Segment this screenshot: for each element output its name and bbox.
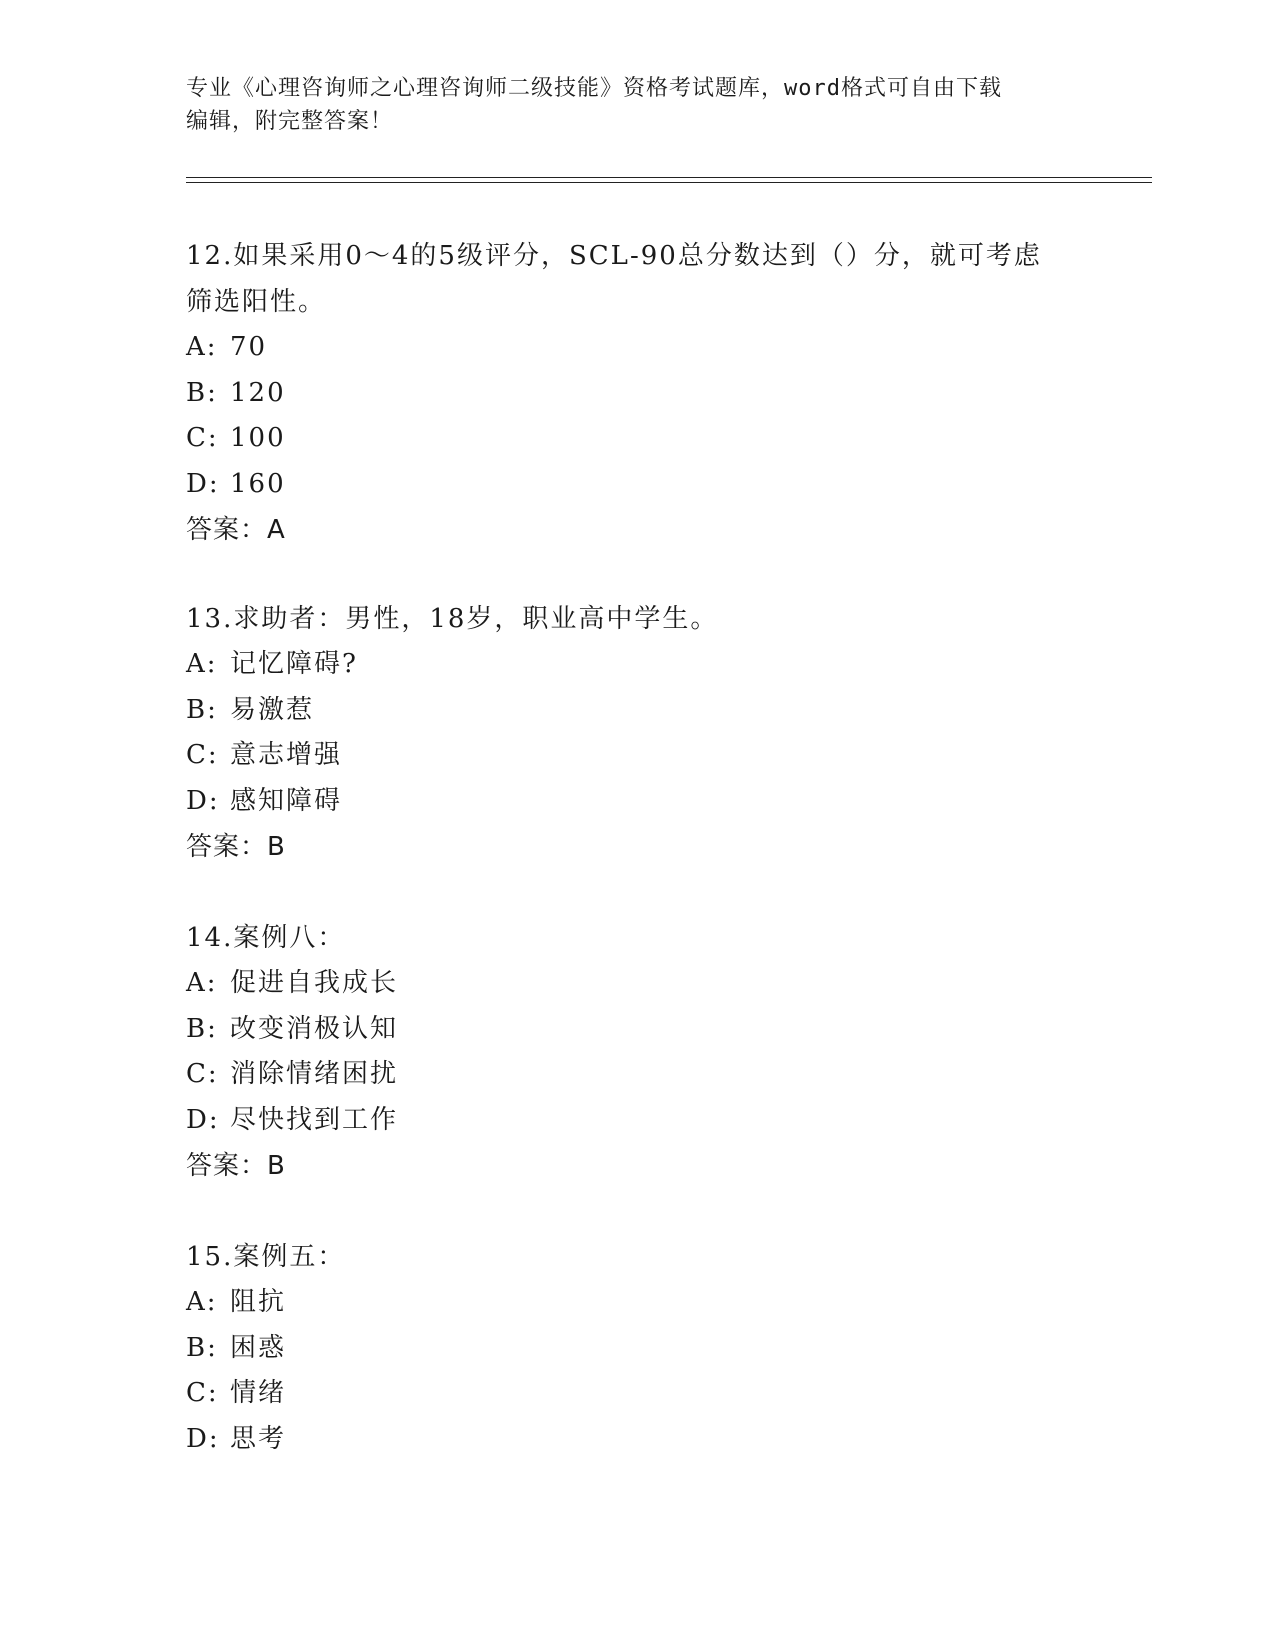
option-text: 改变消极认知 <box>230 1013 399 1044</box>
document-header <box>186 72 1066 138</box>
option-text: 消除情绪困扰 <box>230 1059 399 1089</box>
question-15 <box>186 1234 1086 1462</box>
question-12 <box>186 233 1086 553</box>
option-letter: B: <box>186 1013 218 1044</box>
option-text: 120 <box>230 377 286 408</box>
option-text: 情绪 <box>230 1378 287 1408</box>
question-title: 15.案例五： <box>186 1242 346 1272</box>
header-divider-top <box>186 177 1152 178</box>
option-b <box>186 1326 1086 1372</box>
header-line-1: 专业《心理咨询师之心理咨询师二级技能》资格考试题库，word格式可自由下载 <box>186 76 1002 101</box>
option-text: 促进自我成长 <box>230 968 399 998</box>
option-c <box>186 1052 1086 1098</box>
option-letter: A: <box>186 1287 218 1317</box>
answer: 答案：B <box>186 1151 286 1181</box>
option-letter: D: <box>186 1104 220 1135</box>
option-letter: B: <box>186 1332 218 1363</box>
option-letter: C: <box>186 740 219 770</box>
option-letter: C: <box>186 1059 219 1089</box>
option-c <box>186 1371 1086 1417</box>
header-divider-bottom <box>186 182 1152 183</box>
option-letter: B: <box>186 694 218 725</box>
option-letter: B: <box>186 377 218 408</box>
option-text: 困惑 <box>230 1332 287 1363</box>
option-d <box>186 462 1086 508</box>
option-a <box>186 325 1086 371</box>
option-text: 记忆障碍? <box>230 649 358 679</box>
option-letter: D: <box>186 785 220 816</box>
option-text: 意志增强 <box>230 740 343 770</box>
option-b <box>186 688 1086 734</box>
option-letter: A: <box>186 649 218 679</box>
option-letter: C: <box>186 423 219 453</box>
option-text: 思考 <box>230 1423 287 1454</box>
option-text: 阻抗 <box>230 1287 287 1317</box>
option-text: 易激惹 <box>230 694 315 725</box>
option-text: 感知障碍 <box>230 785 343 816</box>
question-13 <box>186 596 1086 870</box>
option-b <box>186 1007 1086 1053</box>
option-letter: C: <box>186 1378 219 1408</box>
option-letter: A: <box>186 968 218 998</box>
option-c <box>186 416 1086 462</box>
option-d <box>186 1417 1086 1463</box>
option-letter: D: <box>186 468 220 499</box>
option-text: 70 <box>230 332 268 362</box>
option-a <box>186 642 1086 688</box>
option-text: 160 <box>230 468 286 499</box>
answer: 答案：B <box>186 832 286 862</box>
option-b <box>186 371 1086 417</box>
option-text: 100 <box>230 423 286 453</box>
option-a <box>186 961 1086 1007</box>
option-d <box>186 1098 1086 1144</box>
answer: 答案：A <box>186 515 286 545</box>
question-title: 12.如果采用0～4的5级评分，SCL-90总分数达到（）分，就可考虑 <box>186 241 1042 271</box>
option-letter: D: <box>186 1423 220 1454</box>
option-text: 尽快找到工作 <box>230 1104 399 1135</box>
option-d <box>186 779 1086 825</box>
option-letter: A: <box>186 332 218 362</box>
option-a <box>186 1280 1086 1326</box>
option-c <box>186 733 1086 779</box>
question-title: 14.案例八： <box>186 923 346 953</box>
header-line-2: 编辑，附完整答案！ <box>186 109 394 134</box>
question-14 <box>186 915 1086 1189</box>
question-title-continued: 筛选阳性。 <box>186 287 327 317</box>
question-title: 13.求助者：男性，18岁，职业高中学生。 <box>186 604 719 634</box>
